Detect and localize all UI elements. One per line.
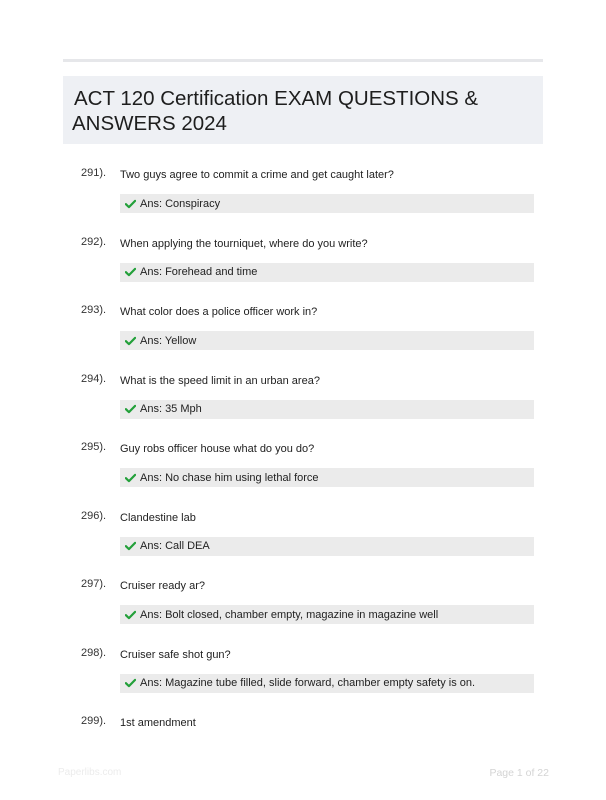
title-banner [63, 76, 543, 144]
question-text: Cruiser ready ar? [120, 580, 205, 592]
question-text: What color does a police officer work in? [120, 306, 318, 318]
answer-box [120, 194, 534, 213]
question-item [63, 578, 543, 647]
question-number: 292). [81, 235, 107, 248]
question-item [63, 304, 543, 373]
check-icon [125, 678, 136, 688]
question-list [63, 167, 543, 784]
question-number: 297). [81, 578, 107, 590]
question-number: 291). [81, 167, 107, 179]
answer-text: Ans: Bolt closed, chamber empty, magazine in magazine well [140, 608, 439, 621]
answer-text: Ans: 35 Mph [140, 403, 202, 415]
question-number: 295). [81, 441, 107, 453]
question-item [63, 510, 543, 579]
question-text: Clandestine lab [120, 511, 196, 524]
question-text: Guy robs officer house what do you do? [120, 443, 315, 455]
answer-text: Ans: No chase him using lethal force [140, 471, 319, 484]
question-number: 296). [81, 509, 107, 522]
question-item [63, 167, 543, 236]
question-text: What is the speed limit in an urban area? [120, 374, 320, 387]
question-text: Two guys agree to commit a crime and get caught later? [120, 169, 394, 181]
answer-text: Ans: Forehead and time [140, 266, 258, 278]
answer-box [120, 468, 534, 487]
question-item [63, 441, 543, 510]
check-icon [125, 404, 136, 414]
question-item [63, 373, 543, 442]
page-indicator: Page 1 of 22 [489, 767, 549, 779]
question-number: 294). [81, 372, 107, 385]
answer-box [120, 263, 534, 282]
answer-box [120, 331, 534, 350]
answer-box [120, 674, 534, 693]
check-icon [125, 541, 136, 551]
question-text: 1st amendment [120, 717, 196, 729]
question-item [63, 647, 543, 716]
check-icon [125, 267, 136, 277]
check-icon [125, 473, 136, 483]
top-divider [63, 59, 543, 62]
answer-text: Ans: Conspiracy [140, 197, 221, 210]
answer-box [120, 400, 534, 419]
question-text: When applying the tourniquet, where do you write? [120, 237, 368, 250]
question-item [63, 236, 543, 305]
check-icon [125, 610, 136, 620]
answer-text: Ans: Call DEA [140, 540, 210, 552]
answer-box [120, 537, 534, 556]
question-number: 298). [81, 646, 107, 659]
question-text: Cruiser safe shot gun? [120, 648, 231, 661]
answer-text: Ans: Yellow [140, 334, 197, 347]
document-title: ACT 120 Certification EXAM QUESTIONS & ANSWERS 2024 [72, 87, 479, 135]
check-icon [125, 336, 136, 346]
footer-watermark: Paperlibs.com [58, 767, 122, 778]
question-number: 299). [81, 715, 107, 727]
check-icon [125, 199, 136, 209]
answer-text: Ans: Magazine tube filled, slide forward, chamber empty safety is on. [140, 677, 476, 689]
question-number: 293). [81, 304, 107, 316]
answer-box [120, 605, 534, 624]
question-item [63, 715, 543, 784]
